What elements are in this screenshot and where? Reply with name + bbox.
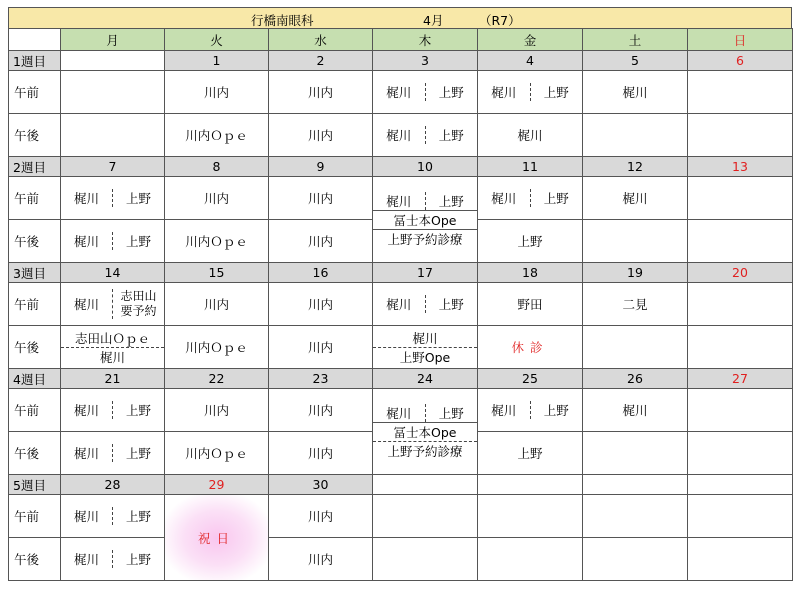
- doctor-name: 上野: [530, 83, 583, 101]
- reservation-note: 要予約: [120, 304, 157, 318]
- slot-cell: [583, 432, 688, 475]
- slot-cell: 川内: [165, 389, 269, 432]
- calendar-title-bar: [8, 7, 792, 29]
- am-label: 午前: [9, 283, 61, 326]
- doctor-name: 上野: [530, 189, 583, 207]
- date-cell: [373, 475, 478, 495]
- slot-cell: [688, 283, 793, 326]
- date-cell: [61, 51, 165, 71]
- doctor-name: 梶川: [386, 85, 412, 100]
- am-row: [9, 495, 793, 538]
- doctor-name: 梶川: [386, 405, 412, 421]
- slot-cell: 川内: [269, 114, 373, 157]
- am-label: 午前: [9, 177, 61, 220]
- slot-cell: [61, 71, 165, 114]
- slot-cell: [478, 538, 583, 581]
- date-cell: 6: [688, 51, 793, 71]
- doctor-name: 上野: [425, 404, 478, 422]
- slot-cell: [688, 220, 793, 263]
- slot-cell: 上野: [478, 220, 583, 263]
- weekday-mon: 月: [61, 29, 165, 51]
- slot-cell: 川内Ｏｐｅ: [165, 432, 269, 475]
- doctor-name: 上野: [112, 189, 164, 207]
- am-row: [9, 389, 793, 432]
- corner-cell: [9, 29, 61, 51]
- date-cell: [583, 475, 688, 495]
- pm-row: [9, 538, 793, 581]
- split-wrapper: [373, 192, 477, 210]
- closed-notice: 休診: [478, 326, 583, 369]
- doctor-name: 梶川: [73, 509, 99, 524]
- date-cell: 28: [61, 475, 165, 495]
- slot-cell: [478, 71, 583, 114]
- date-cell: 23: [269, 369, 373, 389]
- slot-cell: [478, 495, 583, 538]
- doctor-name: 上野: [425, 83, 478, 101]
- slot-cell: [373, 538, 478, 581]
- doctor-name: 上野: [112, 444, 164, 462]
- slot-cell: [373, 71, 478, 114]
- slot-cell: 梶川: [583, 389, 688, 432]
- date-cell: 9: [269, 157, 373, 177]
- doctor-name: 梶川: [73, 552, 99, 567]
- doctor-name: 上野予約診療: [373, 229, 477, 248]
- weekday-header-row: [9, 29, 793, 51]
- doctor-name: 梶川: [73, 234, 99, 249]
- slot-cell: [688, 432, 793, 475]
- split-wrapper: [373, 404, 477, 422]
- date-cell: 16: [269, 263, 373, 283]
- schedule-table: [8, 28, 793, 581]
- am-label: 午前: [9, 389, 61, 432]
- am-label: 午前: [9, 71, 61, 114]
- week-row: [9, 369, 793, 389]
- pm-label: 午後: [9, 326, 61, 369]
- doctor-name: 上野: [112, 401, 164, 419]
- week-row: [9, 475, 793, 495]
- doctor-name: 冨士本Ope: [373, 210, 477, 229]
- slot-cell: [478, 389, 583, 432]
- slot-cell: [61, 432, 165, 475]
- slot-cell: [61, 495, 165, 538]
- date-cell: [688, 475, 793, 495]
- slot-cell: [61, 389, 165, 432]
- doctor-name: 梶川: [386, 128, 412, 143]
- weekday-wed: 水: [269, 29, 373, 51]
- date-cell: 17: [373, 263, 478, 283]
- doctor-name: 梶川: [73, 403, 99, 418]
- slot-cell: [583, 326, 688, 369]
- slot-cell: 川内Ｏｐｅ: [165, 220, 269, 263]
- date-cell: 4: [478, 51, 583, 71]
- slot-cell: 川内Ｏｐｅ: [165, 114, 269, 157]
- doctor-name: 梶川: [61, 347, 164, 366]
- pm-label: 午後: [9, 220, 61, 263]
- slot-cell: [688, 114, 793, 157]
- slot-cell: 川内: [269, 283, 373, 326]
- date-cell: 10: [373, 157, 478, 177]
- week-label: 3週目: [9, 263, 61, 283]
- slot-cell: [583, 114, 688, 157]
- am-row: [9, 71, 793, 114]
- doctor-name: 梶川: [491, 85, 517, 100]
- doctor-name: 志田山Ｏｐｅ: [74, 330, 150, 346]
- slot-cell: [688, 538, 793, 581]
- doctor-name: 上野: [530, 401, 583, 419]
- slot-cell: 川内: [165, 283, 269, 326]
- doctor-name: 上野: [112, 507, 164, 525]
- clinic-name: 行橋南眼科: [251, 13, 314, 28]
- slot-cell: 川内Ｏｐｅ: [165, 326, 269, 369]
- date-cell: 2: [269, 51, 373, 71]
- slot-cell: [688, 71, 793, 114]
- week-label: 4週目: [9, 369, 61, 389]
- am-label: 午前: [9, 495, 61, 538]
- slot-cell: [478, 177, 583, 220]
- week-row: [9, 263, 793, 283]
- week-row: [9, 51, 793, 71]
- doctor-name: 梶川: [386, 193, 412, 209]
- slot-cell: [61, 177, 165, 220]
- thursday-combined-cell: [373, 389, 478, 475]
- doctor-name: 上野: [425, 295, 478, 313]
- date-cell: 21: [61, 369, 165, 389]
- slot-cell: 野田: [478, 283, 583, 326]
- thursday-combined-cell: [373, 177, 478, 263]
- era-label: （R7）: [479, 13, 521, 28]
- date-cell: 1: [165, 51, 269, 71]
- slot-cell: [373, 495, 478, 538]
- week-row: [9, 157, 793, 177]
- date-cell: 19: [583, 263, 688, 283]
- slot-cell: [688, 177, 793, 220]
- slot-cell: 川内: [269, 326, 373, 369]
- date-cell: [478, 475, 583, 495]
- date-cell: 20: [688, 263, 793, 283]
- weekday-tue: 火: [165, 29, 269, 51]
- date-cell: 13: [688, 157, 793, 177]
- week-label: 2週目: [9, 157, 61, 177]
- pm-row: [9, 114, 793, 157]
- slot-cell: 川内: [165, 177, 269, 220]
- weekday-sun: 日: [688, 29, 793, 51]
- doctor-name: 梶川: [412, 330, 438, 346]
- pm-label: 午後: [9, 432, 61, 475]
- holiday-cell: 祝日: [165, 495, 269, 581]
- doctor-name: 梶川: [73, 446, 99, 461]
- slot-cell: 川内: [269, 432, 373, 475]
- slot-cell: 梶川: [583, 177, 688, 220]
- weekday-fri: 金: [478, 29, 583, 51]
- doctor-name: 志田山: [120, 289, 157, 303]
- shidayama-block: [112, 289, 164, 319]
- slot-cell: 川内: [269, 71, 373, 114]
- doctor-name: 上野予約診療: [373, 441, 477, 460]
- slot-cell: [373, 283, 478, 326]
- doctor-name: 冨士本Ope: [373, 422, 477, 441]
- doctor-name: 上野: [425, 192, 478, 210]
- pm-label: 午後: [9, 538, 61, 581]
- slot-cell: 川内: [165, 71, 269, 114]
- slot-cell: 川内: [269, 538, 373, 581]
- date-cell: 7: [61, 157, 165, 177]
- doctor-name: 梶川: [491, 403, 517, 418]
- slot-cell: [373, 326, 478, 369]
- slot-cell: [61, 538, 165, 581]
- week-label: 5週目: [9, 475, 61, 495]
- date-cell: 12: [583, 157, 688, 177]
- slot-cell: 川内: [269, 389, 373, 432]
- date-cell: 14: [61, 263, 165, 283]
- slot-cell: [61, 283, 165, 326]
- slot-cell: 二見: [583, 283, 688, 326]
- date-cell: 11: [478, 157, 583, 177]
- doctor-name: 上野: [112, 550, 164, 568]
- slot-cell: [688, 326, 793, 369]
- date-cell: 26: [583, 369, 688, 389]
- slot-cell: 梶川: [478, 114, 583, 157]
- pm-row: [9, 326, 793, 369]
- date-cell: 29: [165, 475, 269, 495]
- slot-cell: 上野: [478, 432, 583, 475]
- date-cell: 22: [165, 369, 269, 389]
- weekday-sat: 土: [583, 29, 688, 51]
- slot-cell: [61, 220, 165, 263]
- slot-cell: [583, 220, 688, 263]
- date-cell: 30: [269, 475, 373, 495]
- date-cell: 15: [165, 263, 269, 283]
- date-cell: 5: [583, 51, 688, 71]
- doctor-name: 上野: [425, 126, 478, 144]
- pm-label: 午後: [9, 114, 61, 157]
- slot-cell: 梶川: [583, 71, 688, 114]
- month-label: 4月: [423, 13, 444, 28]
- slot-cell: [583, 538, 688, 581]
- slot-cell: [688, 389, 793, 432]
- doctor-name: 梶川: [491, 191, 517, 206]
- doctor-name: 梶川: [73, 191, 99, 206]
- date-cell: 18: [478, 263, 583, 283]
- slot-cell: [373, 114, 478, 157]
- slot-cell: [583, 495, 688, 538]
- slot-cell: [688, 495, 793, 538]
- slot-cell: 川内: [269, 495, 373, 538]
- date-cell: 27: [688, 369, 793, 389]
- doctor-name: 梶川: [73, 297, 99, 312]
- doctor-name: 上野: [112, 232, 164, 250]
- slot-cell: [61, 114, 165, 157]
- slot-cell: 川内: [269, 177, 373, 220]
- am-row: [9, 177, 793, 220]
- date-cell: 3: [373, 51, 478, 71]
- date-cell: 24: [373, 369, 478, 389]
- am-row: [9, 283, 793, 326]
- slot-cell: 川内: [269, 220, 373, 263]
- doctor-name: 梶川: [386, 297, 412, 312]
- date-cell: 8: [165, 157, 269, 177]
- date-cell: 25: [478, 369, 583, 389]
- week-label: 1週目: [9, 51, 61, 71]
- doctor-name: 上野Ope: [373, 347, 477, 366]
- weekday-thu: 木: [373, 29, 478, 51]
- slot-cell: [61, 326, 165, 369]
